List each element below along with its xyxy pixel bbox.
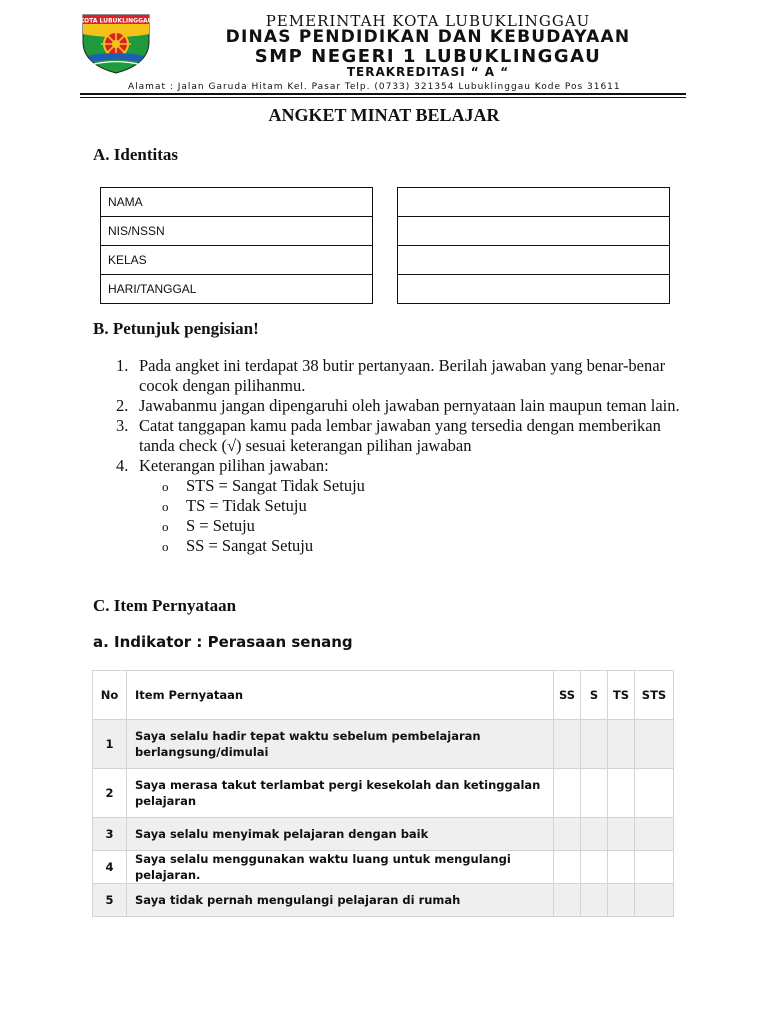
instruction-item bbox=[116, 396, 699, 416]
answer-options-list bbox=[139, 476, 699, 556]
answer-cell-sts[interactable] bbox=[635, 884, 674, 917]
instruction-text: Jawabanmu jangan dipengaruhi oleh jawaban pernyataan lain maupun teman lain. bbox=[139, 396, 680, 415]
indicator-label: a. Indikator : Perasaan senang bbox=[93, 633, 353, 651]
answer-cell-ts[interactable] bbox=[608, 818, 635, 851]
header-s: S bbox=[581, 671, 608, 720]
answer-cell-s[interactable] bbox=[581, 769, 608, 818]
letterhead-accreditation: TERAKREDITASI “ A “ bbox=[346, 65, 510, 79]
header-ss: SS bbox=[554, 671, 581, 720]
answer-option bbox=[162, 496, 699, 516]
answer-cell-ts[interactable] bbox=[608, 884, 635, 917]
identity-label-hari: HARI/TANGGAL bbox=[101, 275, 373, 304]
row-statement: Saya selalu menggunakan waktu luang untuk mengulangi pelajaran. bbox=[127, 851, 554, 884]
instruction-list bbox=[116, 356, 699, 556]
emblem-caption: KOTA LUBUKLINGGAU bbox=[80, 17, 152, 25]
answer-cell-sts[interactable] bbox=[635, 818, 674, 851]
instruction-item bbox=[116, 356, 699, 396]
circle-bullet-icon: o bbox=[162, 539, 169, 554]
identity-answer-nis[interactable] bbox=[398, 217, 670, 246]
row-number: 4 bbox=[93, 851, 127, 884]
circle-bullet-icon: o bbox=[162, 519, 169, 534]
section-c-heading: C. Item Pernyataan bbox=[93, 596, 237, 615]
answer-cell-ts[interactable] bbox=[608, 769, 635, 818]
section-b-heading: B. Petunjuk pengisian! bbox=[93, 319, 259, 338]
row-number: 1 bbox=[93, 720, 127, 769]
school-emblem bbox=[80, 12, 152, 74]
statement-table-header bbox=[93, 671, 674, 720]
answer-cell-s[interactable] bbox=[581, 884, 608, 917]
instruction-item bbox=[116, 416, 699, 456]
answer-option-text: STS = Sangat Tidak Setuju bbox=[186, 476, 365, 495]
identity-labels bbox=[100, 187, 373, 304]
answer-cell-s[interactable] bbox=[581, 720, 608, 769]
answer-option-text: SS = Sangat Setuju bbox=[186, 536, 314, 555]
row-number: 3 bbox=[93, 818, 127, 851]
circle-bullet-icon: o bbox=[162, 499, 169, 514]
answer-cell-ss[interactable] bbox=[554, 769, 581, 818]
city-emblem-icon bbox=[80, 12, 152, 74]
answer-option bbox=[162, 536, 699, 556]
instruction-text: Keterangan pilihan jawaban: bbox=[139, 456, 329, 475]
instruction-text: Pada angket ini terdapat 38 butir pertanyaan. Berilah jawaban yang benar-benar cocok dengan pilihanmu. bbox=[139, 356, 666, 395]
instruction-number: 4. bbox=[116, 456, 129, 475]
row-number: 2 bbox=[93, 769, 127, 818]
table-row bbox=[93, 769, 674, 818]
section-a-heading: A. Identitas bbox=[93, 145, 179, 164]
header-sts: STS bbox=[635, 671, 674, 720]
row-number: 5 bbox=[93, 884, 127, 917]
answer-option-text: TS = Tidak Setuju bbox=[186, 496, 307, 515]
circle-bullet-icon: o bbox=[162, 479, 169, 494]
letterhead-government: PEMERINTAH KOTA LUBUKLINGGAU bbox=[265, 12, 591, 30]
letterhead-rule-thin bbox=[80, 97, 686, 98]
row-statement: Saya selalu menyimak pelajaran dengan baik bbox=[127, 818, 554, 851]
answer-cell-ss[interactable] bbox=[554, 851, 581, 884]
table-row bbox=[93, 851, 674, 884]
header-no: No bbox=[93, 671, 127, 720]
answer-cell-s[interactable] bbox=[581, 818, 608, 851]
answer-option-text: S = Setuju bbox=[186, 516, 255, 535]
answer-cell-sts[interactable] bbox=[635, 720, 674, 769]
answer-cell-sts[interactable] bbox=[635, 851, 674, 884]
row-statement: Saya tidak pernah mengulangi pelajaran di rumah bbox=[127, 884, 554, 917]
identity-answers bbox=[397, 187, 670, 304]
row-statement: Saya merasa takut terlambat pergi kesekolah dan ketinggalan pelajaran bbox=[127, 769, 554, 818]
header-item: Item Pernyataan bbox=[127, 671, 554, 720]
document-title: ANGKET MINAT BELAJAR bbox=[268, 105, 500, 125]
instruction-number: 3. bbox=[116, 416, 129, 435]
table-row bbox=[93, 818, 674, 851]
identity-answer-kelas[interactable] bbox=[398, 246, 670, 275]
identity-label-nama: NAMA bbox=[101, 188, 373, 217]
answer-option bbox=[162, 516, 699, 536]
letterhead-address: Alamat : Jalan Garuda Hitam Kel. Pasar Telp. (0733) 321354 Lubuklinggau Kode Pos 31611 bbox=[128, 82, 621, 92]
statement-table bbox=[92, 670, 674, 917]
letterhead-rule-thick bbox=[80, 93, 686, 95]
instruction-number: 2. bbox=[116, 396, 129, 415]
identity-label-nis: NIS/NSSN bbox=[101, 217, 373, 246]
instruction-number: 1. bbox=[116, 356, 129, 375]
answer-cell-ss[interactable] bbox=[554, 818, 581, 851]
table-row bbox=[93, 884, 674, 917]
instruction-text: Catat tanggapan kamu pada lembar jawaban yang tersedia dengan memberikan tanda check (√) sesuai keterangan pilihan jawaban bbox=[139, 416, 661, 455]
letterhead-school: SMP NEGERI 1 LUBUKLINGGAU bbox=[254, 46, 602, 67]
identity-answer-nama[interactable] bbox=[398, 188, 670, 217]
answer-cell-ss[interactable] bbox=[554, 720, 581, 769]
table-row bbox=[93, 720, 674, 769]
identity-answer-hari[interactable] bbox=[398, 275, 670, 304]
answer-cell-s[interactable] bbox=[581, 851, 608, 884]
answer-cell-ts[interactable] bbox=[608, 720, 635, 769]
header-ts: TS bbox=[608, 671, 635, 720]
instruction-item bbox=[116, 456, 699, 556]
answer-cell-ss[interactable] bbox=[554, 884, 581, 917]
answer-option bbox=[162, 476, 699, 496]
row-statement: Saya selalu hadir tepat waktu sebelum pembelajaran berlangsung/dimulai bbox=[127, 720, 554, 769]
answer-cell-sts[interactable] bbox=[635, 769, 674, 818]
letterhead-department: DINAS PENDIDIKAN DAN KEBUDAYAAN bbox=[225, 27, 631, 47]
identity-label-kelas: KELAS bbox=[101, 246, 373, 275]
answer-cell-ts[interactable] bbox=[608, 851, 635, 884]
